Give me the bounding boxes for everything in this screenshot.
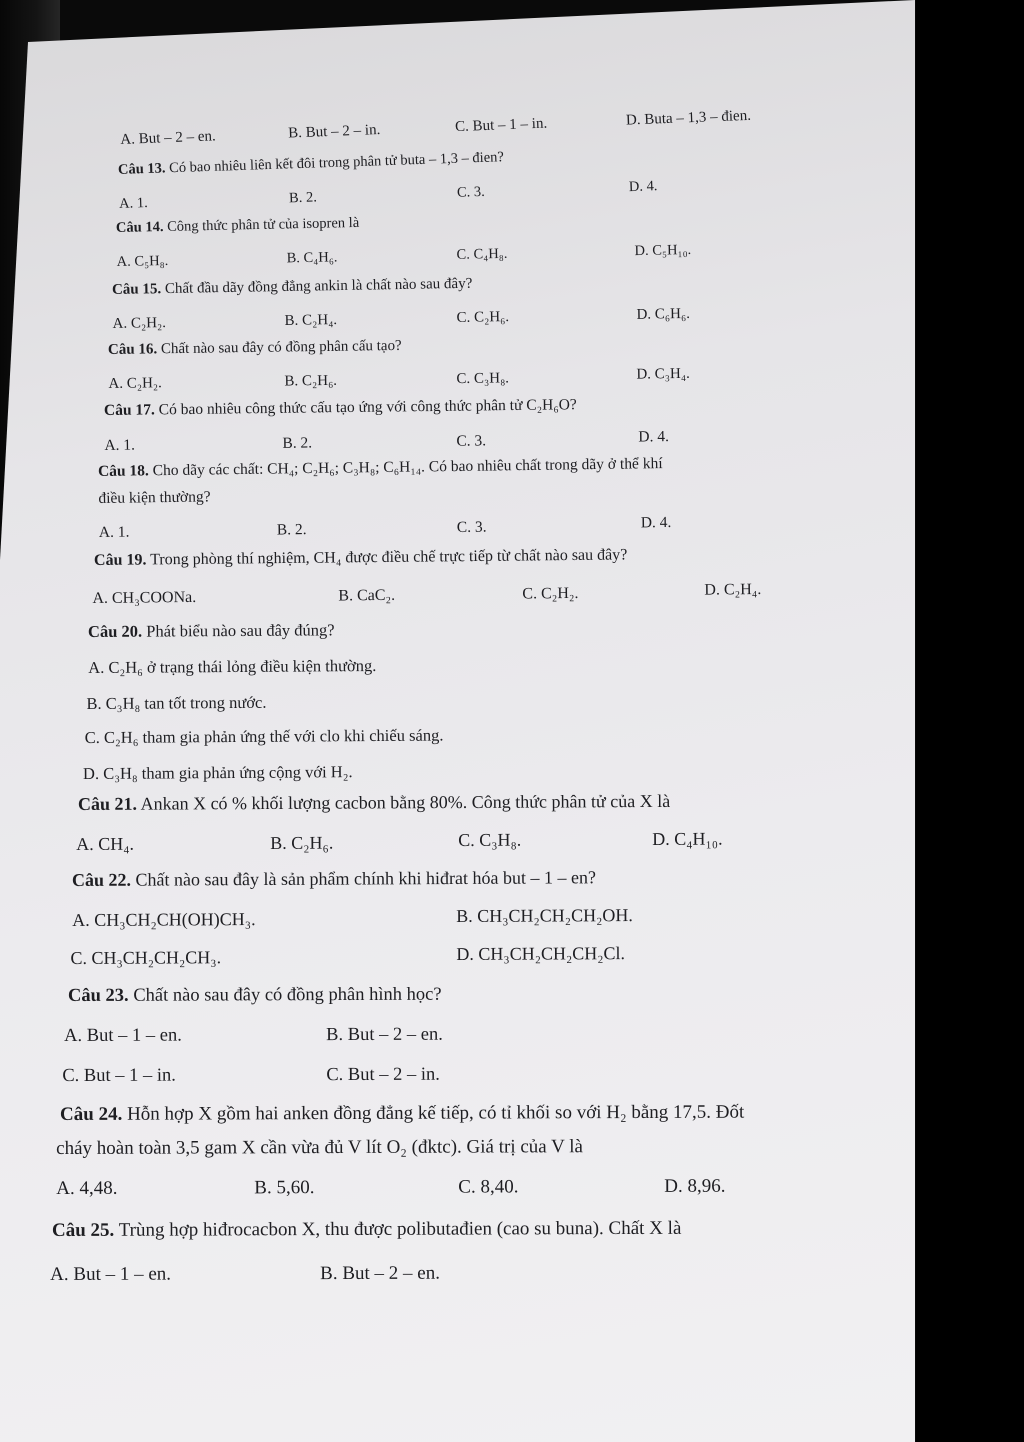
q16-option-d: D. C₃H₄. [636,365,690,383]
q20-option-d: D. C₃H₈ tham gia phản ứng cộng với H₂. [82,762,353,784]
q14-option-b: B. C₄H₆. [286,249,338,267]
q20-option-a: A. C₂H₆ ở trạng thái lỏng điều kiện thường. [88,655,377,677]
q19-option-d: D. C₂H₄. [704,581,762,599]
q13-option-d: D. 4. [628,178,658,196]
q23-option-a: A. But – 1 – en. [64,1025,182,1047]
q18-option-b: B. 2. [276,521,307,539]
q19-option-c: C. C₂H₂. [522,584,579,603]
q17-option-d: D. 4. [638,428,670,446]
q17-option-a: A. 1. [104,436,136,454]
q13-option-c: C. 3. [456,183,485,201]
q12-option-a: A. But – 2 – en. [120,128,217,148]
q23-text: Chất nào sau đây có đồng phân hình học? [133,984,442,1006]
q15-option-c: C. C₂H₆. [456,309,510,326]
q21-option-d: D. C₄H₁₀. [652,828,723,849]
q18-text: Cho dãy các chất: CH₄; C₂H₆; C₃H₈; C₆H₁₄. Có bao nhiêu chất trong dãy ở thể khí [152,455,663,480]
q24-label: Câu 24. [59,1103,123,1125]
q25-text: Trùng hợp hiđrocacbon X, thu được polibutađien (cao su buna). Chất X là [118,1217,682,1241]
q22-option-a: A. CH₃CH₂CH(OH)CH₃. [72,909,256,930]
q22-label: Câu 22. [71,869,132,890]
q14-option-a: A. C₅H₈. [116,252,169,270]
q24-option-d: D. 8,96. [664,1175,726,1197]
q14-option-c: C. C₄H₈. [456,245,508,263]
q12-option-d: D. Buta – 1,3 – đien. [625,107,752,129]
q23-option-c: C. But – 1 – in. [62,1065,176,1087]
q21-option-a: A. CH₄. [76,833,135,855]
q21-option-c: C. C₃H₈. [458,829,522,851]
background-right-strip [916,0,1024,1442]
q23-option-d: C. But – 2 – in. [326,1064,440,1086]
q25-option-a: A. But – 1 – en. [50,1263,172,1286]
q17-option-b: B. 2. [282,434,313,452]
q17-label: Câu 17. [103,401,155,419]
q22-text: Chất nào sau đây là sản phẩm chính khi hiđrat hóa but – 1 – en? [135,867,596,890]
q13-option-a: A. 1. [118,195,148,212]
q19-text: Trong phòng thí nghiệm, CH₄ được điều chế trực tiếp từ chất nào sau đây? [150,546,628,569]
q13-label: Câu 13. [117,160,166,178]
q21-text: Ankan X có % khối lượng cacbon bằng 80%. Công thức phân tử của X là [140,790,671,814]
q24-option-b: B. 5,60. [254,1177,315,1199]
q18-option-a: A. 1. [98,523,130,541]
q13-option-b: B. 2. [288,189,318,207]
q16-option-c: C. C₃H₈. [456,370,510,388]
q22-option-b: B. CH₃CH₂CH₂CH₂OH. [456,905,633,926]
q14-text: Công thức phân tử của isopren là [166,214,360,235]
q24-option-a: A. 4,48. [56,1177,118,1200]
q12-option-b: B. But – 2 – in. [287,122,381,142]
q25-option-b: B. But – 2 – en. [320,1262,441,1285]
q15-option-a: A. C₂H₂. [112,315,167,332]
q18-option-d: D. 4. [640,514,672,532]
q19-label: Câu 19. [93,551,147,569]
q15-text: Chất đầu dãy đồng đẳng ankin là chất nào sau đây? [164,275,473,298]
q23-label: Câu 23. [67,985,129,1006]
q18-text-line2: điều kiện thường? [98,488,211,507]
q22-option-c: C. CH₃CH₂CH₂CH₃. [70,947,222,969]
q20-option-c: C. C₂H₆ tham gia phản ứng thế với clo khi chiếu sáng. [84,725,444,748]
q17-text: Có bao nhiêu công thức cấu tạo ứng với công thức phân tử C₂H₆O? [158,396,577,419]
q19-option-a: A. CH₃COONa. [92,588,197,608]
q14-label: Câu 14. [115,219,164,236]
q14-option-d: D. C₅H₁₀. [634,241,692,260]
q17-option-c: C. 3. [456,432,487,450]
q13-text: Có bao nhiêu liên kết đôi trong phân tử buta – 1,3 – đien? [168,149,505,177]
q20-label: Câu 20. [87,621,143,641]
q21-option-b: B. C₂H₆. [270,832,334,853]
q16-label: Câu 16. [107,341,158,358]
q21-label: Câu 21. [77,793,138,814]
q19-option-b: B. CaC₂. [338,586,396,605]
q24-text-line2: cháy hoàn toàn 3,5 gam X cần vừa đủ V lít O₂ (đktc). Giá trị của V là [56,1136,583,1160]
q15-option-d: D. C₆H₆. [636,305,691,323]
q20-text: Phát biểu nào sau đây đúng? [146,620,335,641]
q15-option-b: B. C₂H₄. [284,312,338,329]
q18-label: Câu 18. [97,462,149,480]
q16-option-b: B. C₂H₆. [284,372,338,390]
q15-label: Câu 15. [111,281,162,298]
q20-option-b: B. C₃H₈ tan tốt trong nước. [86,692,267,714]
q23-option-b: B. But – 2 – en. [326,1024,443,1046]
q24-text: Hỗn hợp X gồm hai anken đồng đẳng kế tiếp, có tỉ khối so với H₂ bằng 17,5. Đốt [127,1101,745,1125]
q22-option-d: D. CH₃CH₂CH₂CH₂Cl. [456,943,626,964]
q18-option-c: C. 3. [456,518,487,536]
q16-option-a: A. C₂H₂. [108,375,162,392]
q25-label: Câu 25. [51,1219,115,1241]
q24-option-c: C. 8,40. [458,1176,519,1198]
q12-option-c: C. But – 1 – in. [454,115,548,136]
q16-text: Chất nào sau đây có đồng phân cấu tạo? [160,337,402,358]
